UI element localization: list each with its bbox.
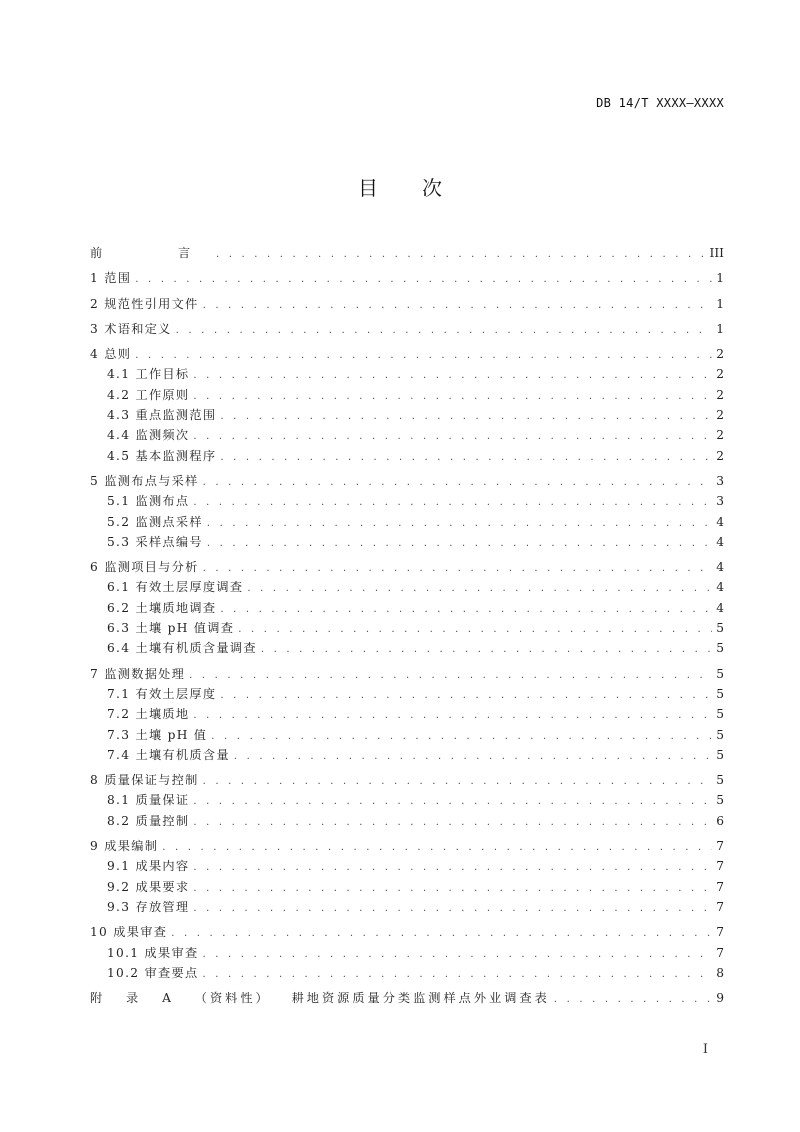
toc-subentry[interactable] <box>90 512 724 532</box>
dot-leader <box>171 924 712 944</box>
toc-entry-label: 10.2 审查要点 <box>107 965 199 980</box>
toc-entry-label: 4.4 监测频次 <box>107 428 190 443</box>
toc-entry-page: 5 <box>716 686 724 701</box>
toc-subentry[interactable] <box>90 897 724 917</box>
toc-entry-label: 4.1 工作目标 <box>107 367 190 382</box>
toc-entry-label: 4 总则 <box>90 347 132 362</box>
toc-subentry[interactable] <box>90 790 724 810</box>
toc-entry-page: 2 <box>716 367 724 382</box>
toc-subentry[interactable] <box>90 491 724 511</box>
toc-entry-page: 1 <box>716 271 724 286</box>
toc-entry-label: 5 监测布点与采样 <box>90 473 199 488</box>
toc-entry-label: 6 监测项目与分析 <box>90 560 199 575</box>
toc-entry-label: 7.3 土壤 pH 值 <box>107 727 208 742</box>
toc-entry-label: 6.3 土壤 pH 值调查 <box>107 621 235 636</box>
toc-entry[interactable] <box>90 294 724 314</box>
toc-entry-page: 2 <box>716 428 724 443</box>
toc-entry[interactable] <box>90 243 724 263</box>
toc-entry-label: 2 规范性引用文件 <box>90 296 199 311</box>
toc-entry-label: 7.4 土壤有机质含量 <box>107 747 230 762</box>
dot-leader <box>193 706 712 726</box>
toc-entry-page: 4 <box>716 560 724 575</box>
toc-entry-page: 5 <box>716 641 724 656</box>
dot-leader <box>211 727 712 747</box>
dot-leader <box>220 600 712 620</box>
toc-entry[interactable] <box>90 471 724 491</box>
toc-entry-label: 6.4 土壤有机质含量调查 <box>107 641 257 656</box>
toc-entry-page: 4 <box>716 534 724 549</box>
dot-leader <box>162 838 712 858</box>
toc-entry-page: 5 <box>716 747 724 762</box>
toc-entry-page: 9 <box>716 991 724 1006</box>
toc-entry[interactable] <box>90 268 724 288</box>
dot-leader <box>238 620 712 640</box>
toc-entry-page: 8 <box>716 965 724 980</box>
toc-entry-page: 6 <box>716 813 724 828</box>
toc-subentry[interactable] <box>90 598 724 618</box>
toc-entry-label: 8 质量保证与控制 <box>90 773 199 788</box>
dot-leader <box>135 346 712 366</box>
toc-entry-page: 3 <box>716 473 724 488</box>
dot-leader <box>193 493 712 513</box>
toc-entry-label: 1 范围 <box>90 271 132 286</box>
toc-entry-label: 4.3 重点监测范围 <box>107 408 217 423</box>
dot-leader <box>220 448 712 468</box>
toc-entry-label: 8.1 质量保证 <box>107 793 190 808</box>
dot-leader <box>203 473 712 493</box>
toc-entry-page: 7 <box>716 879 724 894</box>
toc-entry-label: 8.2 质量控制 <box>107 813 190 828</box>
dot-leader <box>193 858 712 878</box>
table-of-contents <box>90 243 724 1008</box>
toc-entry-page: 3 <box>716 494 724 509</box>
dot-leader <box>193 366 712 386</box>
dot-leader <box>193 813 712 833</box>
dot-leader <box>207 534 712 554</box>
toc-entry-page: 5 <box>716 727 724 742</box>
toc-subentry[interactable] <box>90 725 724 745</box>
dot-leader <box>247 579 712 599</box>
toc-entry[interactable] <box>90 922 724 942</box>
toc-entry-page: III <box>709 246 724 260</box>
toc-entry-label: 9.1 成果内容 <box>107 859 190 874</box>
dot-leader <box>176 321 712 341</box>
toc-entry-page: 2 <box>716 408 724 423</box>
toc-subentry[interactable] <box>90 745 724 765</box>
dot-leader <box>203 296 712 316</box>
toc-entry-page: 2 <box>716 387 724 402</box>
dot-leader <box>193 899 712 919</box>
dot-leader <box>261 640 712 660</box>
page-title <box>0 172 800 201</box>
toc-entry-label: 10.1 成果审查 <box>107 945 199 960</box>
toc-subentry[interactable] <box>90 638 724 658</box>
toc-entry-label: 6.2 土壤质地调查 <box>107 600 217 615</box>
toc-subentry[interactable] <box>90 877 724 897</box>
toc-entry-label: 附 录 A （资料性） 耕地资源质量分类监测样点外业调查表 <box>90 991 550 1006</box>
toc-entry-label: 5.3 采样点编号 <box>107 534 203 549</box>
toc-subentry[interactable] <box>90 385 724 405</box>
toc-subentry[interactable] <box>90 963 724 983</box>
toc-subentry[interactable] <box>90 425 724 445</box>
toc-entry-page: 7 <box>716 899 724 914</box>
document-code: DB 14/T XXXX—XXXX <box>596 96 724 110</box>
toc-entry-page: 7 <box>716 839 724 854</box>
dot-leader <box>203 559 712 579</box>
toc-entry-page: 5 <box>716 773 724 788</box>
title-char-2: 次 <box>422 176 442 200</box>
toc-entry-label: 7.2 土壤质地 <box>107 707 190 722</box>
toc-entry-label: 9 成果编制 <box>90 839 159 854</box>
title-char-1: 目 <box>358 176 378 200</box>
dot-leader <box>220 686 712 706</box>
toc-subentry[interactable] <box>90 618 724 638</box>
toc-entry[interactable] <box>90 836 724 856</box>
toc-entry-page: 2 <box>716 448 724 463</box>
toc-entry[interactable] <box>90 988 724 1008</box>
dot-leader <box>554 990 712 1010</box>
dot-leader <box>193 879 712 899</box>
dot-leader <box>193 387 712 407</box>
toc-entry-page: 4 <box>716 514 724 529</box>
toc-entry-label: 3 术语和定义 <box>90 321 172 336</box>
toc-entry-page: 1 <box>716 321 724 336</box>
toc-subentry[interactable] <box>90 532 724 552</box>
toc-entry-page: 5 <box>716 707 724 722</box>
toc-entry-label: 5.2 监测点采样 <box>107 514 203 529</box>
toc-entry-page: 7 <box>716 859 724 874</box>
toc-subentry[interactable] <box>90 364 724 384</box>
dot-leader <box>203 772 712 792</box>
toc-entry-page: 5 <box>716 621 724 636</box>
dot-leader <box>234 747 712 767</box>
toc-entry-label: 9.3 存放管理 <box>107 899 190 914</box>
toc-subentry[interactable] <box>90 943 724 963</box>
dot-leader <box>193 427 712 447</box>
toc-entry-page: 5 <box>716 666 724 681</box>
dot-leader <box>216 245 706 265</box>
toc-entry-page: 4 <box>716 580 724 595</box>
toc-entry-label: 6.1 有效土层厚度调查 <box>107 580 244 595</box>
toc-entry-page: 1 <box>716 296 724 311</box>
toc-entry-page: 2 <box>716 347 724 362</box>
toc-entry-label: 4.5 基本监测程序 <box>107 448 217 463</box>
toc-entry-page: 7 <box>716 925 724 940</box>
toc-entry-label: 前 言 <box>90 246 227 260</box>
dot-leader <box>202 965 712 985</box>
toc-entry[interactable] <box>90 664 724 684</box>
toc-subentry[interactable] <box>90 704 724 724</box>
footer-page-number: I <box>702 1042 708 1057</box>
toc-entry-label: 7.1 有效土层厚度 <box>107 686 217 701</box>
toc-entry-page: 5 <box>716 793 724 808</box>
toc-entry-label: 10 成果审查 <box>90 925 168 940</box>
toc-subentry[interactable] <box>90 684 724 704</box>
toc-entry[interactable] <box>90 557 724 577</box>
toc-subentry[interactable] <box>90 405 724 425</box>
toc-entry-label: 7 监测数据处理 <box>90 666 186 681</box>
toc-entry-label: 9.2 成果要求 <box>107 879 190 894</box>
toc-subentry[interactable] <box>90 577 724 597</box>
toc-subentry[interactable] <box>90 856 724 876</box>
toc-entry[interactable] <box>90 770 724 790</box>
toc-entry-label: 5.1 监测布点 <box>107 494 190 509</box>
dot-leader <box>220 407 712 427</box>
toc-entry-page: 7 <box>716 945 724 960</box>
toc-subentry[interactable] <box>90 446 724 466</box>
toc-subentry[interactable] <box>90 811 724 831</box>
dot-leader <box>135 270 712 290</box>
dot-leader <box>202 945 712 965</box>
toc-entry-label: 4.2 工作原则 <box>107 387 190 402</box>
toc-entry[interactable] <box>90 344 724 364</box>
toc-entry-page: 4 <box>716 600 724 615</box>
dot-leader <box>193 792 712 812</box>
dot-leader <box>207 514 712 534</box>
toc-entry[interactable] <box>90 319 724 339</box>
dot-leader <box>189 666 712 686</box>
